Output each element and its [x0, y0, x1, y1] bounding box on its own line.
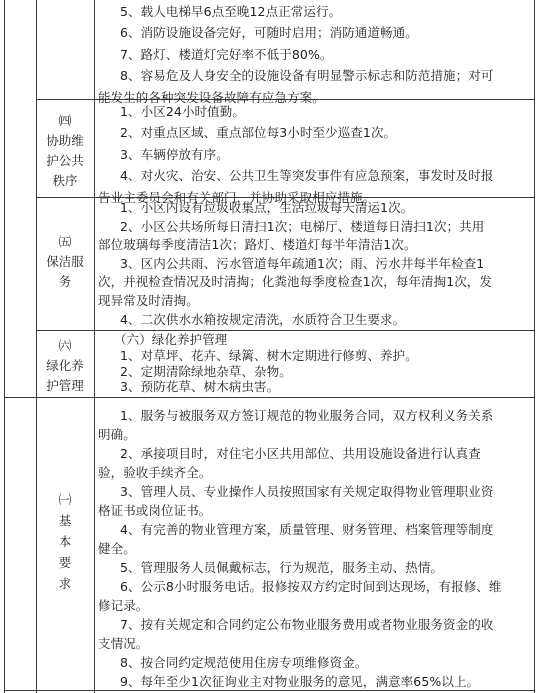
- content-line: 现异常及时清掏。: [98, 292, 199, 308]
- row-divider: [36, 330, 535, 331]
- section-label-line: 协助维: [46, 133, 84, 148]
- section-content-5: [98, 199, 530, 329]
- content-line: 2、承接项目时，对住宅小区共用部位、共用设施设备进行认真查: [120, 446, 481, 461]
- content-line: 6、公示8小时服务电话。报修按双方约定时间到达现场，有报修、维: [120, 579, 502, 594]
- content-line: 2、定期清除绿地杂草、杂物。: [120, 363, 292, 379]
- section-label-1: [37, 489, 93, 594]
- section-number: ㈣: [58, 113, 72, 128]
- content-line: 告业主委员会和有关部门，并协助采取相应措施。: [98, 189, 376, 205]
- content-line: 5、载人电梯早6点至晚12点正常运行。: [120, 4, 342, 19]
- content-line: 2、小区公共场所每日清扫1次；电梯厅、楼道每日清扫1次；共用: [120, 218, 485, 234]
- content-line: 格证书或岗位证书。: [98, 503, 212, 518]
- section-label-line: 秩序: [52, 173, 78, 188]
- content-line: 3、管理人员、专业操作人员按照国家有关规定取得物业管理职业资: [120, 484, 494, 499]
- content-line: 1、小区内设有垃圾收集点，生活垃圾每天清运1次。: [120, 200, 414, 215]
- section-label-line: 护管理: [46, 378, 84, 393]
- content-line: 4、对火灾、治安、公共卫生等突发事件有应急预案，事发时及时报: [120, 168, 494, 184]
- section-number: ㈥: [58, 338, 72, 353]
- content-line: 7、按有关规定和合同约定公布物业服务费用或者物业服务资金的收: [120, 617, 494, 632]
- content-line: 7、路灯、楼道灯完好率不低于80%。: [120, 46, 333, 62]
- content-line: 3、预防花草、树木病虫害。: [120, 379, 280, 395]
- content-line: 6、消防设施设备完好，可随时启用；消防通道畅通。: [120, 25, 418, 41]
- section-content-1: [98, 406, 530, 691]
- content-line: 8、按合同约定规范使用住房专项维修资金。: [120, 655, 368, 670]
- section-label-5: [37, 232, 93, 292]
- content-line: 9、每年至少1次征询业主对物业服务的意见，满意率65%以上。: [120, 674, 480, 689]
- content-line: 健全。: [98, 541, 136, 556]
- content-line: （六）绿化养护管理: [114, 332, 228, 347]
- content-line: 3、车辆停放有序。: [120, 146, 229, 162]
- section-label-line: 护公共: [46, 153, 84, 168]
- section-label-line: 求: [58, 576, 72, 591]
- table-border-left: [4, 0, 5, 693]
- row-divider: [4, 397, 535, 398]
- content-line: 1、服务与被服务双方签订规范的物业服务合同，双方权利义务关系: [120, 408, 494, 423]
- content-line: 3、区内公共雨、污水管道每年疏通1次；雨、污水井每半年检查1: [120, 255, 485, 271]
- section-label-4: [37, 111, 93, 191]
- content-line: 验，验收手续齐全。: [98, 465, 212, 480]
- content-line: 4、有完善的物业管理方案，质量管理、财务管理、档案管理等制度: [120, 522, 494, 537]
- content-line: 次，并视检查情况及时清掏；化粪池每季度检查1次，每年清掏1次，发: [98, 274, 493, 290]
- section-content-4: [98, 101, 530, 208]
- section-content-top: [98, 1, 530, 108]
- section-label-line: 保洁服: [46, 254, 84, 269]
- content-line: 4、二次供水水箱按规定清洗，水质符合卫生要求。: [120, 311, 406, 327]
- content-line: 修记录。: [98, 598, 149, 613]
- content-line: 5、管理服务人员佩戴标志，行为规范，服务主动、热情。: [120, 560, 444, 575]
- content-line: 2、对重点区域、重点部位每3小时至少巡查1次。: [120, 125, 397, 141]
- content-line: 8、容易危及人身安全的设施设备有明显警示标志和防范措施；对可: [120, 68, 494, 84]
- content-line: 支情况。: [98, 636, 149, 651]
- section-content-6: [98, 332, 530, 395]
- content-line: 1、对草坪、花卉、绿篱、树木定期进行修剪、养护。: [120, 347, 418, 363]
- section-label-line: 要: [58, 555, 72, 570]
- section-number: ㈠: [58, 492, 72, 507]
- section-label-line: 务: [58, 274, 72, 289]
- table-border-content: [94, 0, 95, 693]
- content-line: 明确。: [98, 427, 136, 442]
- section-label-line: 本: [58, 534, 72, 549]
- content-line: 能发生的各种突发设备故障有应急方案。: [98, 89, 325, 105]
- table-border-right: [534, 0, 535, 693]
- content-line: 部位玻璃每季度清洁1次；路灯、楼道灯每半年清洁1次。: [98, 237, 417, 253]
- section-label-line: 基: [58, 513, 72, 528]
- section-number: ㈤: [58, 234, 72, 249]
- content-line: 1、小区24小时值勤。: [120, 104, 245, 119]
- section-label-6: [37, 336, 93, 396]
- section-label-line: 绿化养: [46, 358, 84, 373]
